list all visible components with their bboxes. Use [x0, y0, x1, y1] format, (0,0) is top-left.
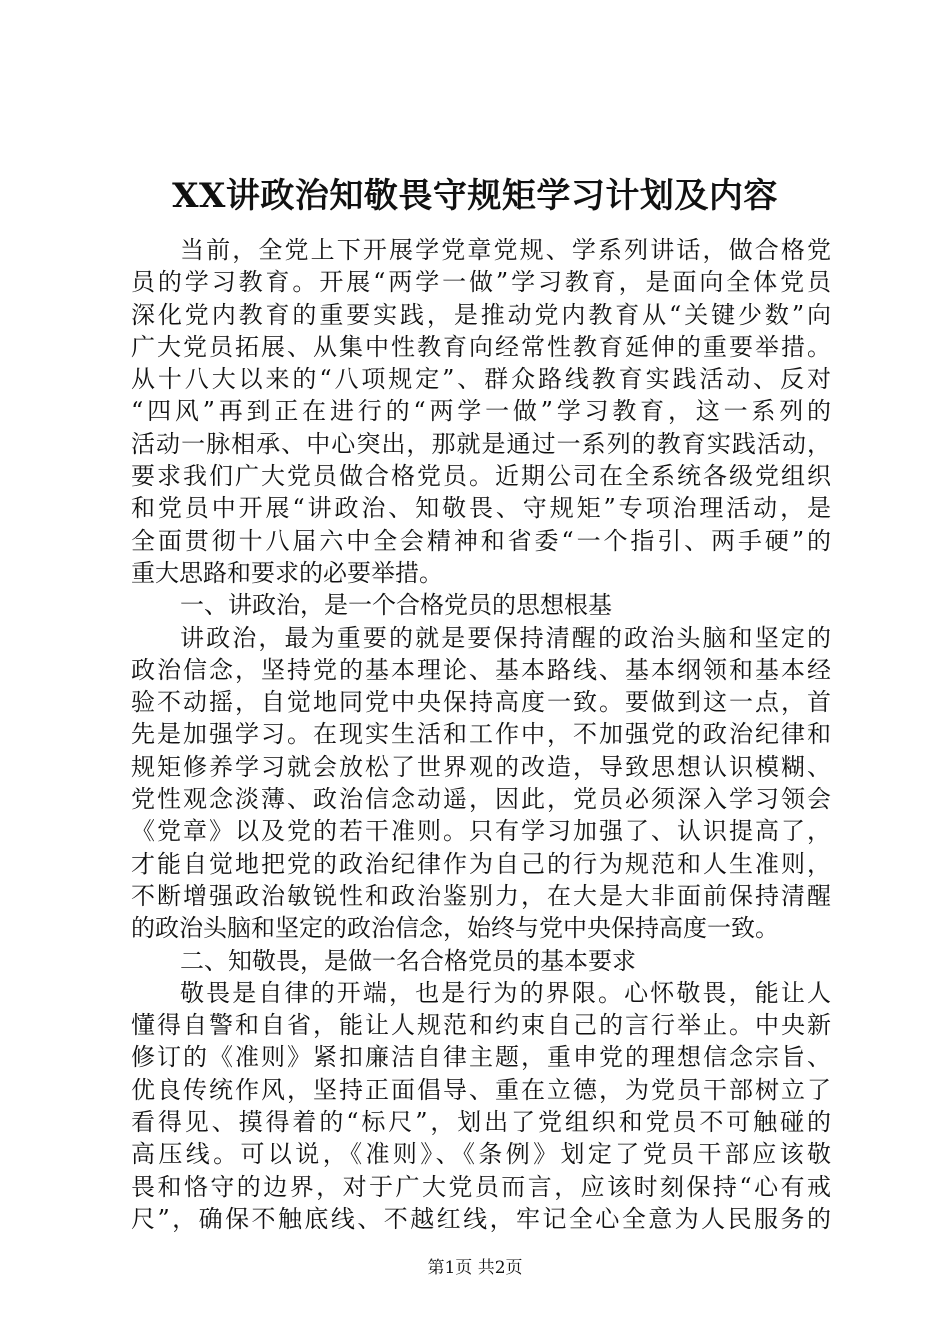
body-line: 员的学习教育。开展“两学一做”学习教育，是面向全体党员	[131, 268, 831, 297]
body-line: 《党章》以及党的若干准则。只有学习加强了、认识提高了，	[131, 817, 831, 846]
body-line: 优良传统作风，坚持正面倡导、重在立德，为党员干部树立了	[131, 1075, 831, 1104]
body-line: 尺”，确保不触底线、不越红线，牢记全心全意为人民服务的	[131, 1204, 831, 1233]
body-line: 二、知敬畏，是做一名合格党员的基本要求	[180, 946, 636, 975]
body-line: 先是加强学习。在现实生活和工作中，不加强党的政治纪律和	[131, 720, 831, 749]
body-line: 全面贯彻十八届六中全会精神和省委“一个指引、两手硬”的	[131, 526, 831, 555]
body-line: 懂得自警和自省，能让人规范和约束自己的言行举止。中央新	[131, 1011, 831, 1040]
body-line: 修订的《准则》紧扣廉洁自律主题，重申党的理想信念宗旨、	[131, 1043, 831, 1072]
body-line: 看得见、摸得着的“标尺”，划出了党组织和党员不可触碰的	[131, 1108, 831, 1137]
body-line: 当前，全党上下开展学党章党规、学系列讲话，做合格党	[180, 236, 831, 264]
document-title: XX讲政治知敬畏守规矩学习计划及内容	[172, 176, 778, 216]
body-line: 深化党内教育的重要实践，是推动党内教育从“关键少数”向	[131, 300, 831, 329]
body-line: 党性观念淡薄、政治信念动遥，因此，党员必须深入学习领会	[131, 785, 831, 814]
body-line: 政治信念，坚持党的基本理论、基本路线、基本纲领和基本经	[131, 655, 831, 684]
body-line: 和党员中开展“讲政治、知敬畏、守规矩”专项治理活动，是	[131, 494, 831, 523]
document-body	[131, 234, 831, 1235]
body-line: 的政治头脑和坚定的政治信念，始终与党中央保持高度一致。	[131, 914, 779, 943]
body-line: 不断增强政治敏锐性和政治鉴别力，在大是大非面前保持清醒	[131, 881, 831, 910]
body-line: 一、讲政治，是一个合格党员的思想根基	[180, 591, 612, 620]
body-line: 活动一脉相承、中心突出，那就是通过一系列的教育实践活动，	[131, 429, 831, 458]
body-line: 才能自觉地把党的政治纪律作为自己的行为规范和人生准则，	[131, 849, 831, 878]
body-line: 高压线。可以说，《准则》、《条例》划定了党员干部应该敬	[131, 1140, 831, 1169]
body-line: 重大思路和要求的必要举措。	[131, 558, 443, 587]
body-line: 广大党员拓展、从集中性教育向经常性教育延伸的重要举措。	[131, 332, 831, 361]
body-line: 敬畏是自律的开端，也是行为的界限。心怀敬畏，能让人	[180, 978, 831, 1007]
body-line: 规矩修养学习就会放松了世界观的改造，导致思想认识模糊、	[131, 752, 831, 781]
body-line: 要求我们广大党员做合格党员。近期公司在全系统各级党组织	[131, 462, 831, 491]
body-line: 从十八大以来的“八项规定”、群众路线教育实践活动、反对	[131, 365, 831, 394]
page-number-footer: 第1页 共2页	[427, 1258, 523, 1278]
body-line: “四风”再到正在进行的“两学一做”学习教育，这一系列的	[131, 397, 831, 426]
body-line: 讲政治，最为重要的就是要保持清醒的政治头脑和坚定的	[180, 623, 831, 652]
body-line: 验不动摇，自觉地同党中央保持高度一致。要做到这一点，首	[131, 688, 831, 717]
body-line: 畏和恪守的边界，对于广大党员而言，应该时刻保持“心有戒	[131, 1172, 831, 1201]
